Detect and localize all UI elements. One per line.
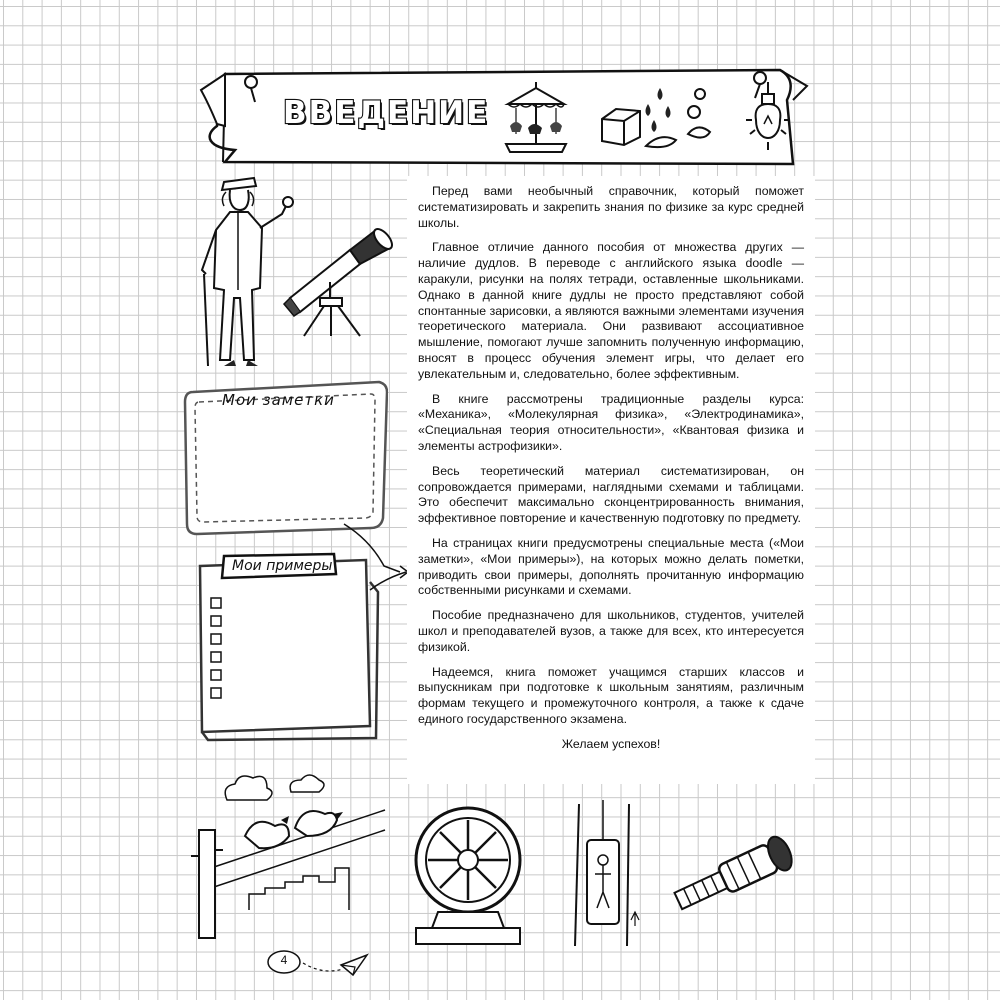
paragraph: В книге рассмотрены традиционные разделы курса: «Механика», «Молекулярная физика», «Электродинамика», «Специальная теория относительности», «Квантовая физика и элементы астрофизики». xyxy=(418,391,804,453)
page-title: ВВЕДЕНИЕ xyxy=(283,95,490,131)
light-bulb-icon xyxy=(740,80,796,152)
checkbox xyxy=(211,598,221,608)
paragraph: Весь теоретический материал систематизирован, он сопровождается примерами, наглядными схемами и таблицами. Это обеспечит максимально сконцентрированность внимания, эффективное повторение и качественную подготовку по предмету. xyxy=(418,463,804,526)
examples-card-title: Мои примеры xyxy=(232,558,333,574)
notes-card-title: Мои заметки xyxy=(222,391,335,409)
birds-on-wire-icon xyxy=(185,770,395,940)
ice-cube-icon xyxy=(598,105,646,147)
examples-checkboxes xyxy=(208,596,228,700)
wheel-machine-icon xyxy=(408,800,528,950)
page-number: 4 xyxy=(280,953,288,967)
elevator-icon xyxy=(565,800,645,950)
drops-icon xyxy=(640,84,684,156)
pebbles-icon xyxy=(684,86,714,144)
paragraph: Надеемся, книга поможет учащимся старших классов и выпускникам при подготовке к школьным занятиям, различным формам текущего и промежуточного контроля, а также к сдаче единого государственного экзамена. xyxy=(418,664,804,726)
carousel-icon xyxy=(500,82,572,154)
checkbox xyxy=(211,688,221,698)
paragraph: Перед вами необычный справочник, который поможет систематизировать и закрепить знания по физике за курс средней школы. xyxy=(418,184,804,230)
paragraph: Пособие предназначено для школьников, студентов, учителей школ и преподавателей вузов, а также для всех, кто интересуется физикой. xyxy=(418,608,804,654)
checkbox xyxy=(211,616,221,626)
paragraph: На страницах книги предусмотрены специальные места («Мои заметки», «Мои примеры»), на которых можно делать пометки, приводить свои примеры, дополнять прочитанную информацию собственными рисунками и схемами. xyxy=(418,535,804,598)
intro-text xyxy=(418,184,804,762)
checkbox xyxy=(211,634,221,644)
paragraph: Главное отличие данного пособия от множества других — наличие дудлов. В переводе с английского языка doodle — каракули, рисунки на полях тетради, оставленные школьниками. Однако в данной книге дудлы не просто представляют собой спонтанные зарисовки, а являются важными элементами изучения теоретического материала. Они развивают ассоциативное мышление, помогают лучше запомнить полученную информацию, вносят в процесс обучения элемент игры, что делает его увлекательным и, следовательно, более эффективным. xyxy=(418,240,804,381)
satellite-icon xyxy=(665,815,815,925)
closing-line: Желаем успехов! xyxy=(561,736,661,751)
telescope-icon xyxy=(280,220,400,340)
checkbox xyxy=(211,652,221,662)
checkbox xyxy=(211,670,221,680)
